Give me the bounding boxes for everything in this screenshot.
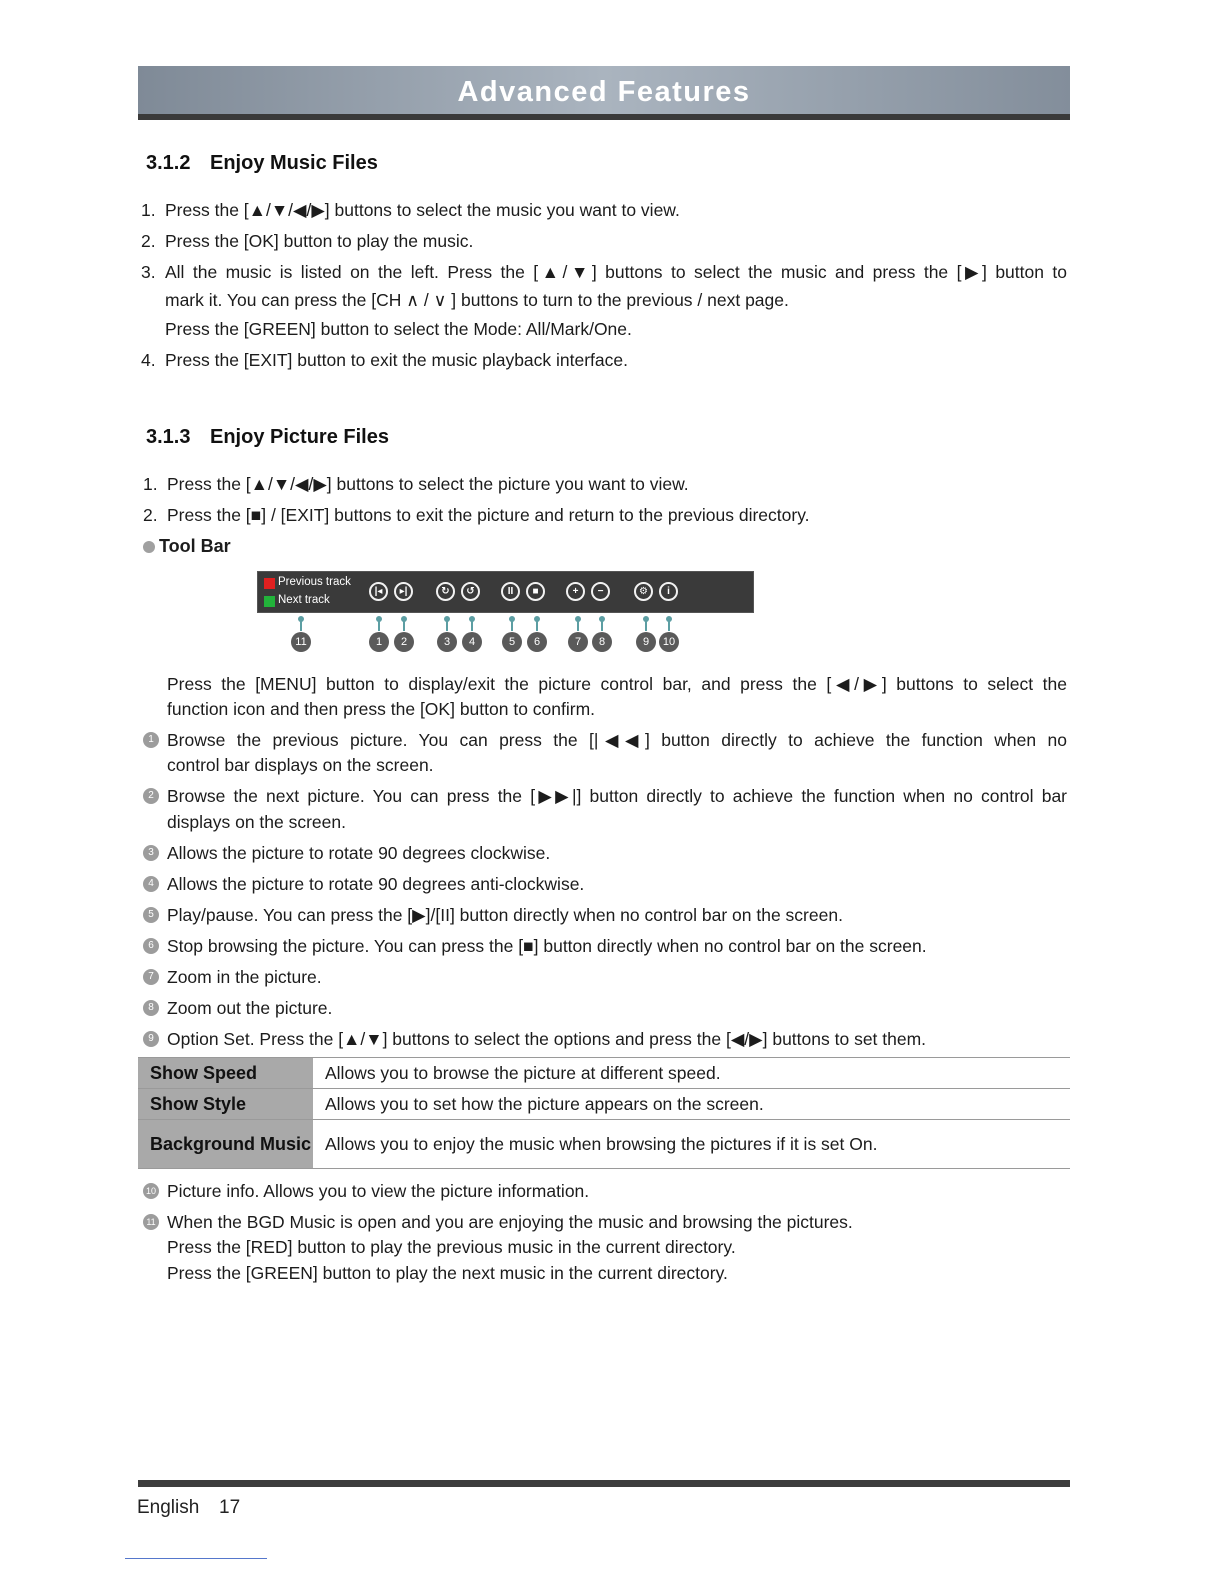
music-step-2: Press the [OK] button to play the music. [165, 231, 474, 251]
callout-11: 11 [291, 632, 311, 652]
music-section-number: 3.1.2 [146, 152, 191, 174]
item-number-badge: 2 [143, 788, 159, 804]
music-step-number: 1. [141, 200, 156, 220]
item-number-badge: 11 [143, 1214, 159, 1230]
item-6-text: Stop browsing the picture. You can press the [■] button directly when no control bar on the screen. [167, 936, 927, 956]
callout-4: 4 [462, 632, 482, 652]
picture-section-heading [146, 426, 389, 449]
table-row [138, 1089, 1070, 1120]
option-set-table [138, 1057, 1070, 1169]
item-11-cont: Press the [RED] button to play the previous music in the current directory. [167, 1237, 736, 1257]
item-number-badge: 6 [143, 938, 159, 954]
toolbar-intro-cont: function icon and then press the [OK] button to confirm. [167, 699, 596, 719]
item-8-text: Zoom out the picture. [167, 998, 333, 1018]
music-section-heading [146, 152, 378, 175]
callout-9: 9 [636, 632, 656, 652]
zoom-out-icon[interactable]: − [591, 582, 610, 601]
rotate-anticlockwise-icon[interactable]: ↺ [461, 582, 480, 601]
callout-stem [577, 619, 579, 631]
callout-3: 3 [437, 632, 457, 652]
music-step-4: Press the [EXIT] button to exit the music playback interface. [165, 350, 628, 370]
item-11-cont2: Press the [GREEN] button to play the next music in the current directory. [167, 1263, 728, 1283]
callout-stem [601, 619, 603, 631]
callout-10: 10 [659, 632, 679, 652]
table-row [138, 1058, 1070, 1089]
callout-stem [300, 619, 302, 631]
callout-1: 1 [369, 632, 389, 652]
red-key-icon [264, 578, 275, 589]
banner-title: Advanced Features [457, 76, 751, 108]
item-number-badge: 8 [143, 1000, 159, 1016]
next-track-label: Next track [278, 594, 330, 606]
section-banner [138, 66, 1070, 120]
picture-section-title: Enjoy Picture Files [210, 426, 389, 448]
item-number-badge: 1 [143, 732, 159, 748]
zoom-in-icon[interactable]: + [566, 582, 585, 601]
callout-stem [471, 619, 473, 631]
item-7-text: Zoom in the picture. [167, 967, 322, 987]
option-name: Show Speed [138, 1058, 313, 1089]
callout-stem [668, 619, 670, 631]
music-step-number: 2. [141, 231, 156, 251]
music-step-number: 4. [141, 350, 156, 370]
option-description: Allows you to browse the picture at different speed. [313, 1058, 1070, 1089]
callout-stem [645, 619, 647, 631]
item-11-text: When the BGD Music is open and you are enjoying the music and browsing the pictures. [167, 1212, 853, 1232]
item-number-badge: 9 [143, 1031, 159, 1047]
option-description: Allows you to set how the picture appears on the screen. [313, 1089, 1070, 1120]
picture-toolbar [257, 571, 754, 613]
music-step-3: All the music is listed on the left. Press the [▲/▼] buttons to select the music and press the [▶] button to [165, 262, 1067, 282]
previous-track-label: Previous track [278, 576, 351, 588]
stop-icon[interactable]: ■ [526, 582, 545, 601]
callout-7: 7 [568, 632, 588, 652]
music-step-number: 3. [141, 262, 156, 282]
callout-5: 5 [502, 632, 522, 652]
option-set-icon[interactable]: ⚙ [634, 582, 653, 601]
item-3-text: Allows the picture to rotate 90 degrees clockwise. [167, 843, 551, 863]
item-number-badge: 7 [143, 969, 159, 985]
picture-step-number: 2. [143, 505, 158, 525]
picture-step-number: 1. [143, 474, 158, 494]
item-4-text: Allows the picture to rotate 90 degrees anti-clockwise. [167, 874, 585, 894]
item-2-text: Browse the next picture. You can press the [▶▶|] button directly to achieve the function when no control bar [167, 786, 1067, 806]
picture-step-1: Press the [▲/▼/◀/▶] buttons to select the picture you want to view. [167, 474, 689, 494]
music-section-title: Enjoy Music Files [210, 152, 378, 174]
green-key-icon [264, 596, 275, 607]
callout-8: 8 [592, 632, 612, 652]
music-step-3-cont2: Press the [GREEN] button to select the Mode: All/Mark/One. [165, 319, 632, 339]
callout-stem [378, 619, 380, 631]
footer-rule [138, 1480, 1070, 1487]
item-number-badge: 5 [143, 907, 159, 923]
next-picture-icon[interactable]: ▸| [394, 582, 413, 601]
rotate-clockwise-icon[interactable]: ↻ [436, 582, 455, 601]
footer-language: English [137, 1497, 200, 1518]
picture-info-icon[interactable]: i [659, 582, 678, 601]
callout-stem [403, 619, 405, 631]
item-2-cont: displays on the screen. [167, 812, 346, 832]
option-description: Allows you to enjoy the music when browsing the pictures if it is set On. [313, 1120, 1070, 1169]
play-pause-icon[interactable]: II [501, 582, 520, 601]
callout-stem [511, 619, 513, 631]
option-name: Show Style [138, 1089, 313, 1120]
music-step-1: Press the [▲/▼/◀/▶] buttons to select the music you want to view. [165, 200, 680, 220]
picture-step-2: Press the [■] / [EXIT] buttons to exit the picture and return to the previous directory. [167, 505, 810, 525]
toolbar-heading: Tool Bar [159, 536, 231, 556]
item-9-text: Option Set. Press the [▲/▼] buttons to select the options and press the [◀/▶] buttons to set them. [167, 1029, 927, 1049]
page-number: 17 [219, 1497, 241, 1518]
callout-stem [446, 619, 448, 631]
item-5-text: Play/pause. You can press the [▶]/[II] button directly when no control bar on the screen. [167, 905, 843, 925]
callout-6: 6 [527, 632, 547, 652]
link-underline [125, 1558, 267, 1559]
item-number-badge: 3 [143, 845, 159, 861]
toolbar-intro: Press the [MENU] button to display/exit the picture control bar, and press the [◀/▶] buttons to select the [167, 674, 1067, 694]
bullet-icon [143, 541, 155, 553]
option-name: Background Music [138, 1120, 313, 1169]
item-10-text: Picture info. Allows you to view the picture information. [167, 1181, 590, 1201]
item-1-cont: control bar displays on the screen. [167, 755, 434, 775]
music-step-3-cont: mark it. You can press the [CH ∧ / ∨ ] buttons to turn to the previous / next page. [165, 290, 789, 310]
table-row [138, 1120, 1070, 1169]
callout-stem [536, 619, 538, 631]
previous-picture-icon[interactable]: |◂ [369, 582, 388, 601]
item-number-badge: 10 [143, 1183, 159, 1199]
item-1-text: Browse the previous picture. You can press the [|◀◀] button directly to achieve the function when no [167, 730, 1067, 750]
picture-section-number: 3.1.3 [146, 426, 191, 448]
item-number-badge: 4 [143, 876, 159, 892]
callout-2: 2 [394, 632, 414, 652]
